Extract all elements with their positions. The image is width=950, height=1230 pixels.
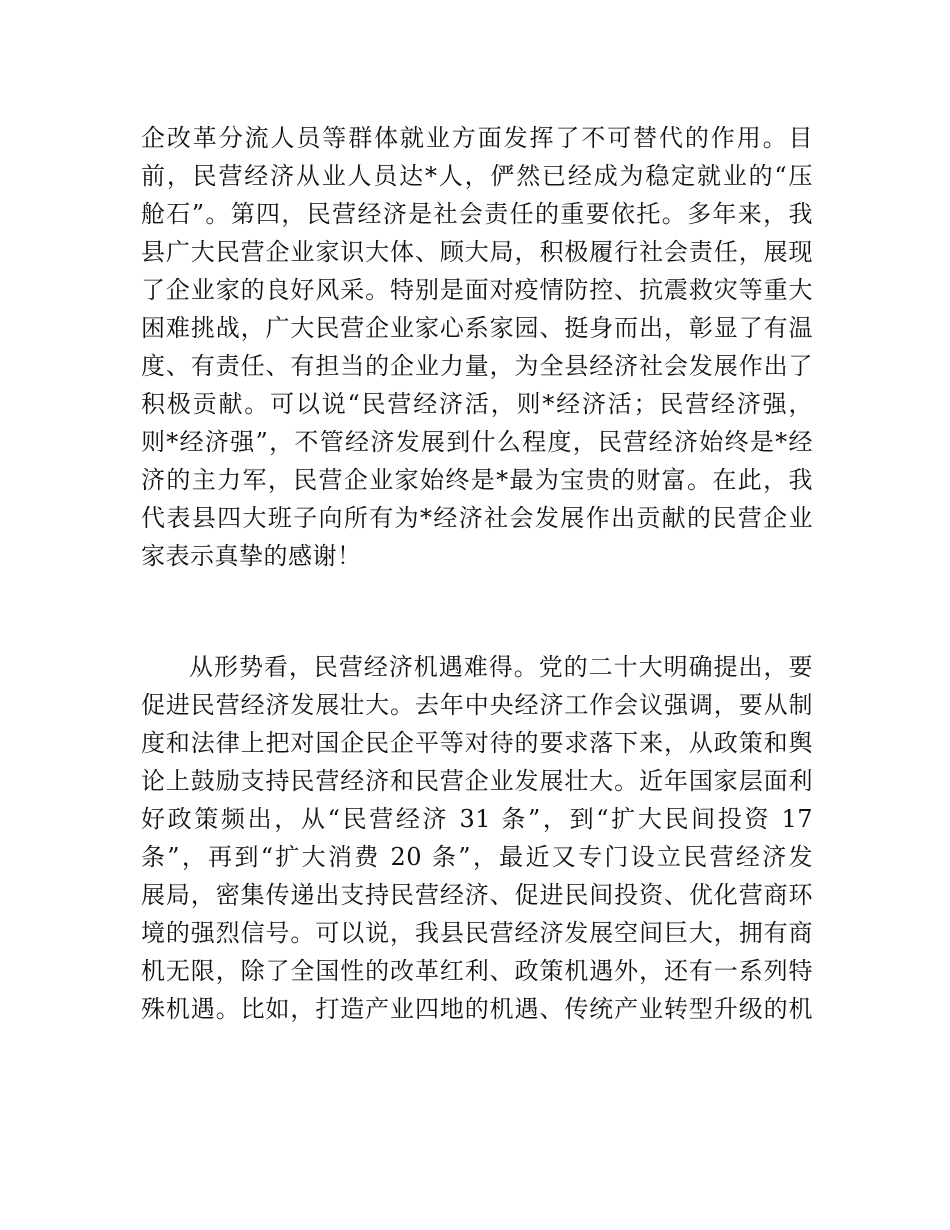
paragraph-line: 则*经济强”，不管经济发展到什么程度，民营经济始终是*经: [141, 428, 813, 456]
paragraph-line: 前，民营经济从业人员达*人，俨然已经成为稳定就业的“压: [141, 162, 813, 190]
paragraph-line: 殊机遇。比如，打造产业四地的机遇、传统产业转型升级的机: [141, 995, 813, 1023]
paragraph-2: [141, 648, 813, 1028]
paragraph-line: 度和法律上把对国企民企平等对待的要求落下来，从政策和舆: [141, 729, 813, 757]
paragraph-line: 积极贡献。可以说“民营经济活，则*经济活；民营经济强，: [141, 390, 813, 418]
paragraph-line: 代表县四大班子向所有为*经济社会发展作出贡献的民营企业: [141, 504, 813, 532]
paragraph-line: 度、有责任、有担当的企业力量，为全县经济社会发展作出了: [141, 352, 813, 380]
paragraph-line: 好政策频出，从“民营经济 31 条”，到“扩大民间投资 17: [141, 805, 813, 833]
paragraph-line: 企改革分流人员等群体就业方面发挥了不可替代的作用。目: [141, 124, 813, 152]
paragraph-line: 条”，再到“扩大消费 20 条”，最近又专门设立民营经济发: [141, 843, 813, 871]
paragraph-line: 家表示真挚的感谢！: [141, 542, 362, 570]
paragraph-line: 展局，密集传递出支持民营经济、促进民间投资、优化营商环: [141, 881, 813, 909]
paragraph-line: 促进民营经济发展壮大。去年中央经济工作会议强调，要从制: [141, 691, 813, 719]
paragraph-line: 县广大民营企业家识大体、顾大局，积极履行社会责任，展现: [141, 238, 813, 266]
paragraph-line: 论上鼓励支持民营经济和民营企业发展壮大。近年国家层面利: [141, 767, 813, 795]
paragraph-line: 从形势看，民营经济机遇难得。党的二十大明确提出，要: [189, 653, 813, 681]
paragraph-line: 机无限，除了全国性的改革红利、政策机遇外，还有一系列特: [141, 957, 813, 985]
paragraph-line: 济的主力军，民营企业家始终是*最为宝贵的财富。在此，我: [141, 466, 813, 494]
paragraph-1: [141, 119, 813, 575]
paragraph-line: 困难挑战，广大民营企业家心系家园、挺身而出，彰显了有温: [141, 314, 813, 342]
paragraph-line: 舱石”。第四，民营经济是社会责任的重要依托。多年来，我: [141, 200, 813, 228]
paragraph-line: 境的强烈信号。可以说，我县民营经济发展空间巨大，拥有商: [141, 919, 813, 947]
paragraph-line: 了企业家的良好风采。特别是面对疫情防控、抗震救灾等重大: [141, 276, 813, 304]
